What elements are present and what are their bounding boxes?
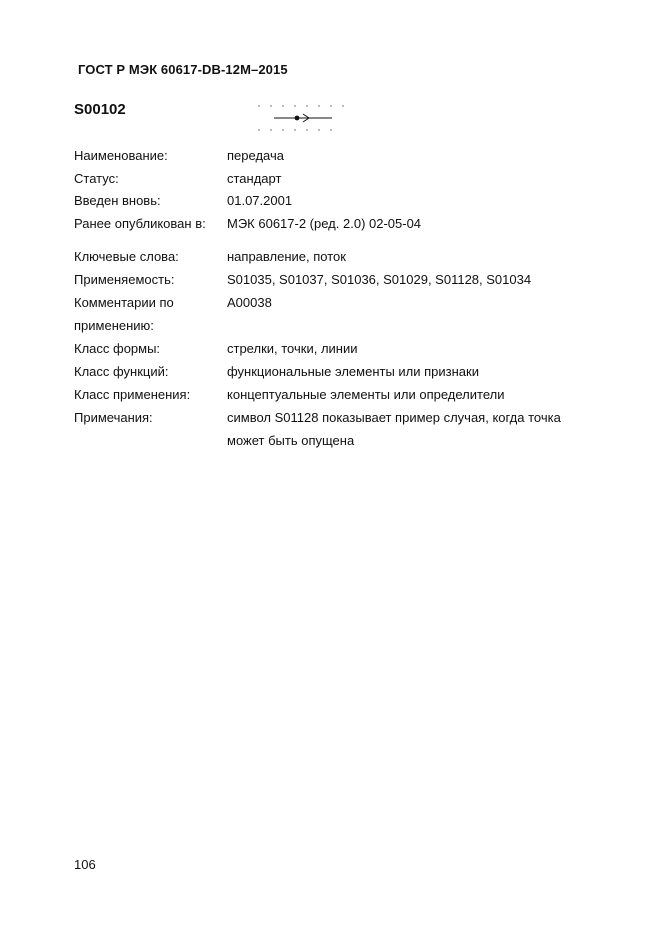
field-label: применению: (74, 318, 154, 333)
field-label: Ключевые слова: (74, 249, 179, 264)
field-label: Комментарии по (74, 295, 174, 310)
field-label: Наименование: (74, 148, 168, 163)
field-label: Класс функций: (74, 364, 169, 379)
symbol-id: S00102 (74, 101, 126, 118)
field-value: может быть опущена (227, 433, 355, 448)
field-label: Статус: (74, 171, 119, 186)
page-number: 106 (74, 857, 96, 872)
field-label: Класс формы: (74, 341, 161, 356)
field-label: Введен вновь: (74, 193, 161, 208)
field-value: передача (227, 148, 284, 163)
field-value: A00038 (227, 295, 272, 310)
field-value: стандарт (227, 171, 282, 186)
field-label: Класс применения: (74, 387, 191, 402)
field-label: Примечания: (74, 410, 153, 425)
field-label: Применяемость: (74, 272, 175, 287)
field-value: 01.07.2001 (227, 193, 293, 208)
field-value: символ S01128 показывает пример случая, когда точка (227, 410, 561, 425)
field-value: МЭК 60617-2 (ред. 2.0) 02-05-04 (227, 216, 422, 231)
field-value: S01035, S01037, S01036, S01029, S01128, S01034 (227, 272, 532, 287)
field-value: стрелки, точки, линии (227, 341, 358, 356)
field-value: концептуальные элементы или определители (227, 387, 505, 402)
transmission-symbol-graphic (254, 102, 350, 134)
symbol-dot (295, 116, 300, 121)
field-value: направление, поток (227, 249, 346, 264)
field-label: Ранее опубликован в: (74, 216, 206, 231)
field-value: функциональные элементы или признаки (227, 364, 479, 379)
document-header: ГОСТ Р МЭК 60617-DB-12M–2015 (78, 62, 288, 77)
